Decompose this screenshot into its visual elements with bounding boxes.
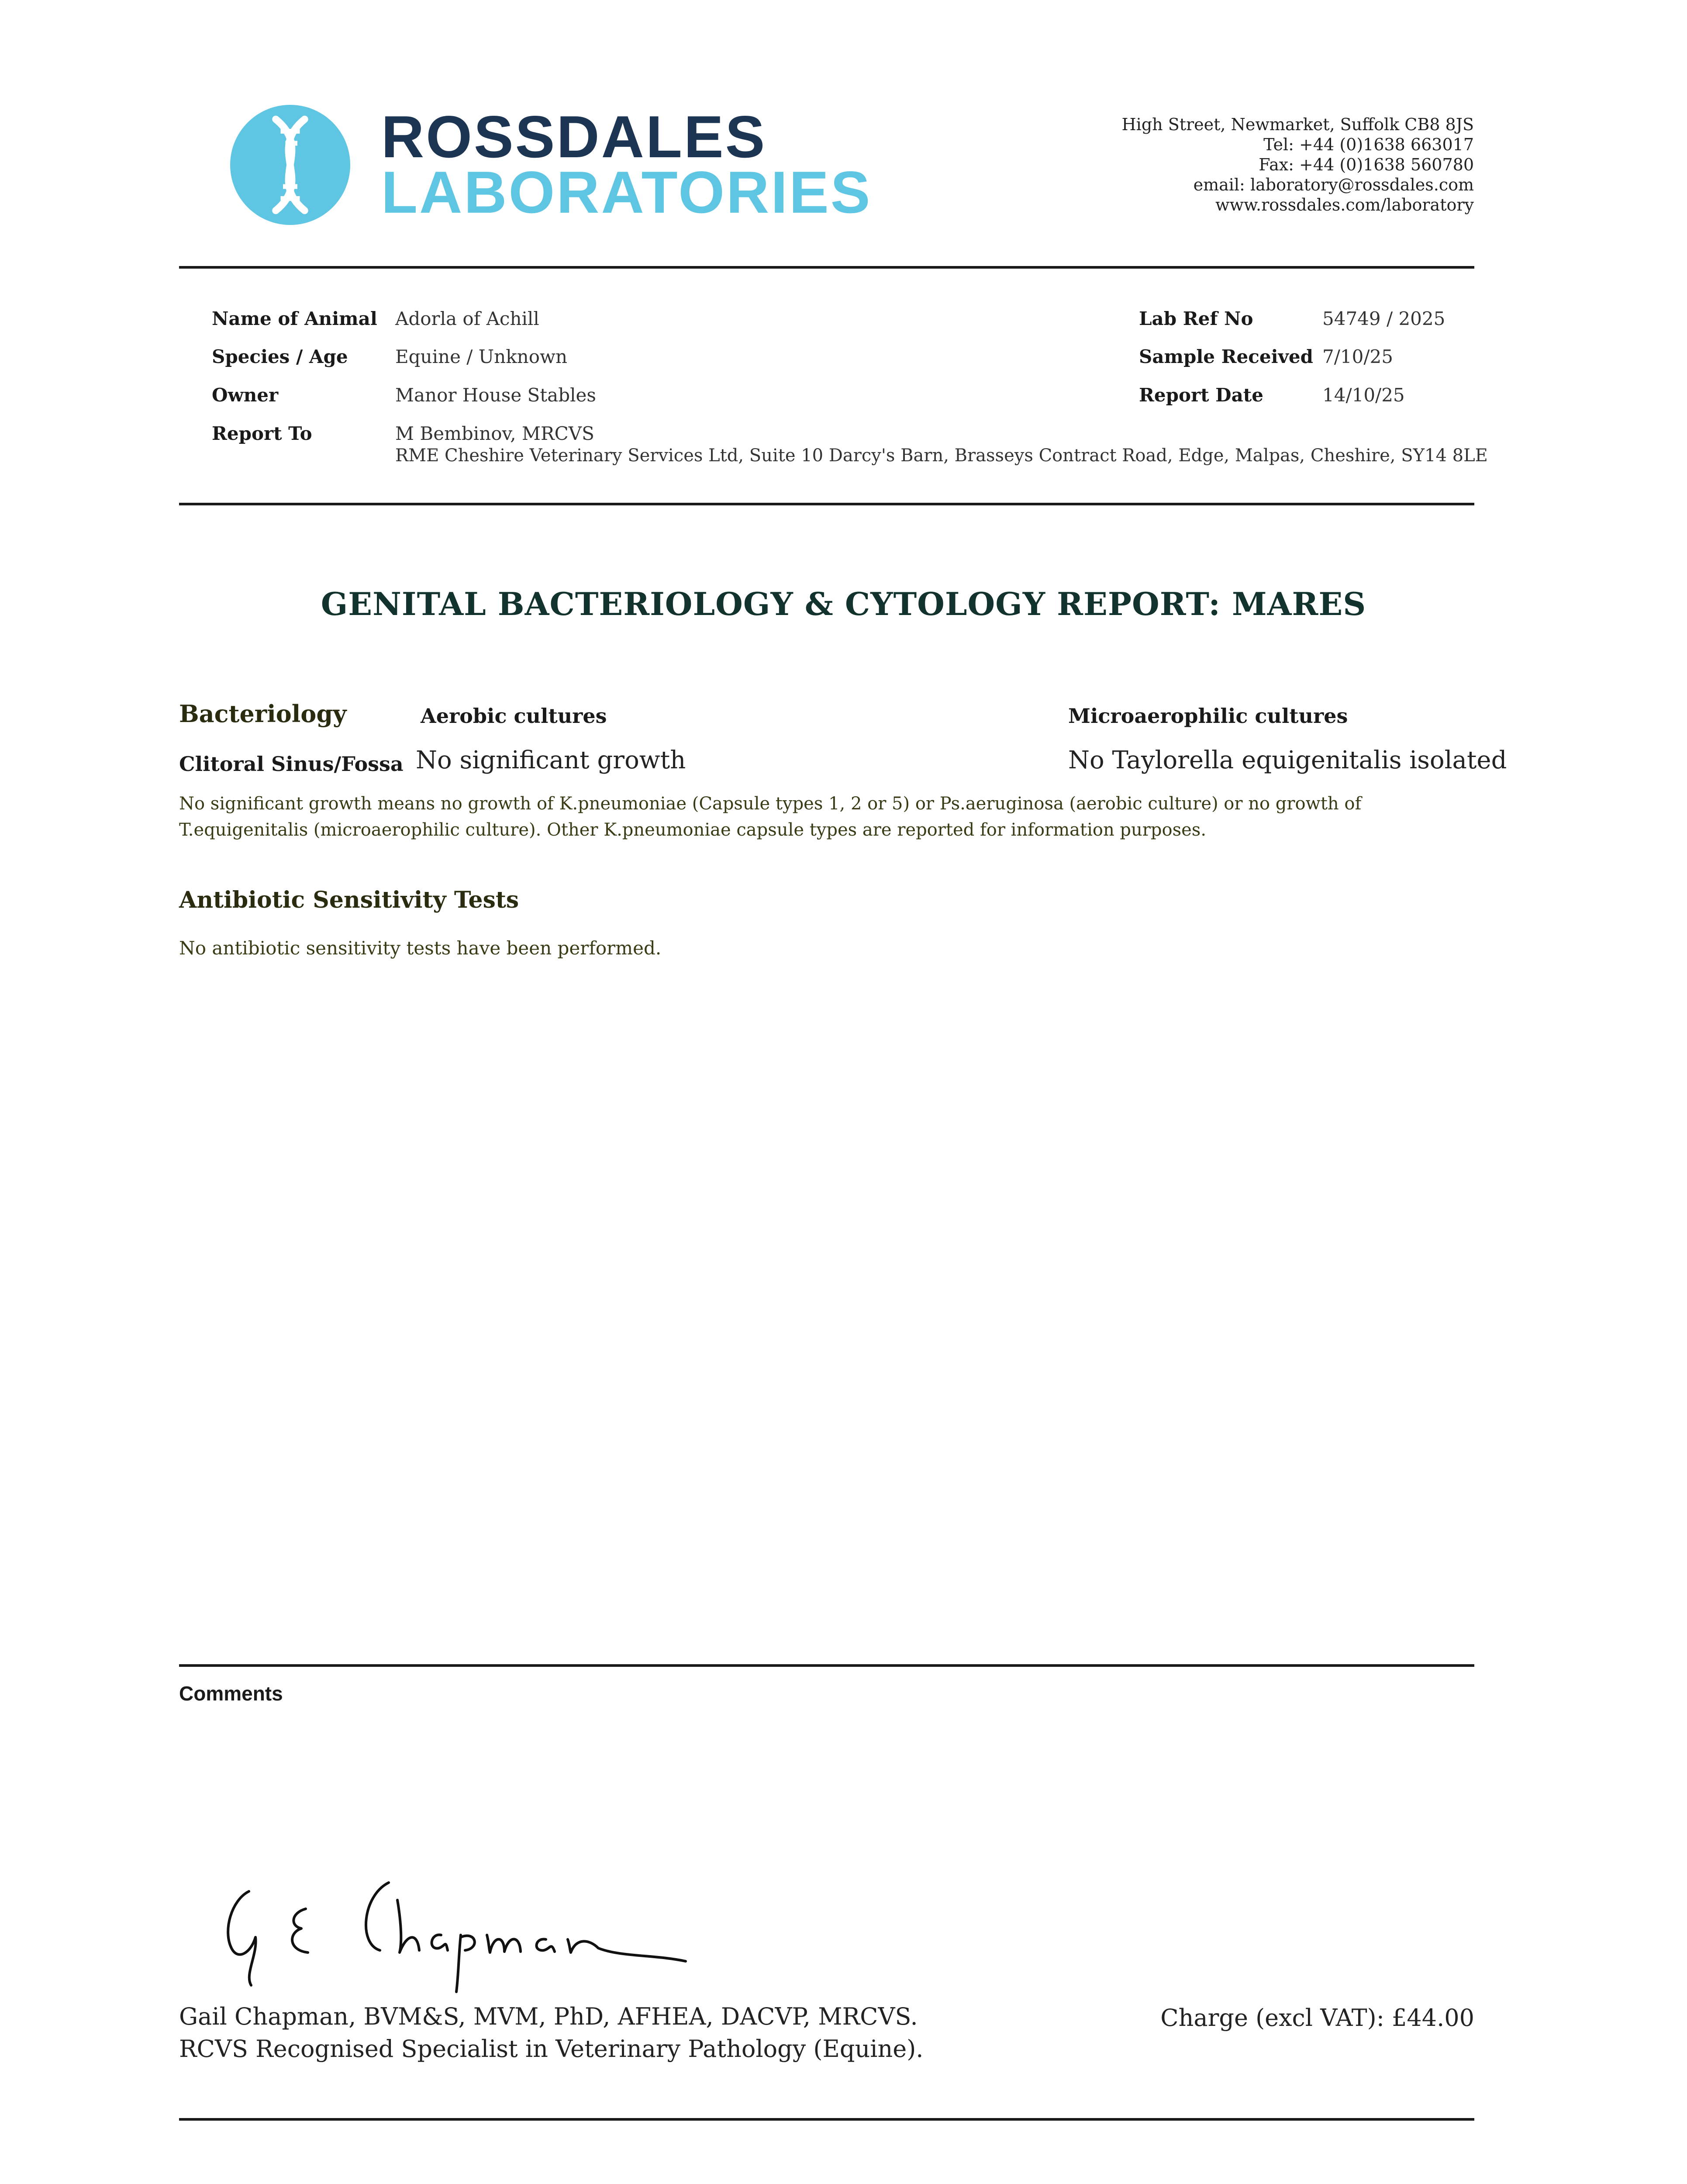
report-title: GENITAL BACTERIOLOGY & CYTOLOGY REPORT: MARES (321, 585, 1366, 622)
bacteriology-note: No significant growth means no growth of K.pneumoniae (Capsule types 1, 2 or 5) or Ps.aeruginosa (aerobic culture) or no growth of T.equigenitalis (microaerophilic culture). Other K.pneumoniae capsule types are reported for information purposes. (179, 794, 1362, 840)
charge: Charge (excl VAT): £44.00 (1160, 2004, 1474, 2032)
bacteriology-heading: Bacteriology (179, 700, 347, 728)
comments-heading: Comments (179, 1682, 283, 1705)
report-to-label: Report To (212, 423, 312, 444)
microaerophilic-cultures-heading: Microaerophilic cultures (1068, 704, 1348, 728)
contact-block (1122, 114, 1474, 215)
address: High Street, Newmarket, Suffolk CB8 8JS (1121, 115, 1474, 134)
species-value: Equine / Unknown (395, 346, 568, 367)
aerobic-result: No significant growth (416, 746, 686, 774)
name-value: Adorla of Achill (395, 308, 539, 329)
divider-bottom (179, 2118, 1474, 2121)
aerobic-cultures-heading: Aerobic cultures (421, 704, 607, 728)
report-date-value: 14/10/25 (1322, 384, 1405, 406)
signatory-name: Gail Chapman, BVM&S, MVM, PhD, AFHEA, DACVP, MRCVS. (179, 2003, 918, 2030)
telephone: Tel: +44 (0)1638 663017 (1263, 135, 1474, 154)
lab-ref-label: Lab Ref No (1139, 308, 1253, 329)
divider-info (179, 503, 1474, 505)
website[interactable]: www.rossdales.com/laboratory (1215, 195, 1474, 214)
lab-ref-value: 54749 / 2025 (1322, 308, 1446, 329)
report-date-label: Report Date (1139, 384, 1263, 406)
report-to-address: RME Cheshire Veterinary Services Ltd, Suite 10 Darcy's Barn, Brasseys Contract Road, Edge, Malpas, Cheshire, SY14 8LE (395, 446, 1488, 466)
logo-text-rossdales: ROSSDALES (381, 104, 767, 170)
antibiotic-heading: Antibiotic Sensitivity Tests (179, 887, 519, 913)
email[interactable]: email: laboratory@rossdales.com (1193, 175, 1474, 194)
owner-label: Owner (212, 384, 279, 406)
handwritten-signature (214, 1874, 699, 1996)
logo-text-laboratories: LABORATORIES (381, 159, 872, 225)
owner-value: Manor House Stables (395, 384, 596, 406)
name-label: Name of Animal (212, 308, 377, 329)
signatory-block (179, 2001, 923, 2065)
divider-comments (179, 1664, 1474, 1667)
species-label: Species / Age (212, 346, 348, 367)
signatory-title: RCVS Recognised Specialist in Veterinary Pathology (Equine). (179, 2035, 924, 2063)
sample-site: Clitoral Sinus/Fossa (179, 752, 404, 776)
microaerophilic-result: No Taylorella equigenitalis isolated (1068, 746, 1507, 774)
report-to-name: M Bembinov, MRCVS (395, 423, 594, 444)
dna-logo-icon (230, 105, 350, 225)
fax: Fax: +44 (0)1638 560780 (1259, 155, 1474, 174)
sample-received-label: Sample Received (1139, 346, 1314, 367)
antibiotic-text: No antibiotic sensitivity tests have been performed. (179, 937, 662, 959)
sample-received-value: 7/10/25 (1322, 346, 1393, 367)
divider-top (179, 266, 1474, 269)
